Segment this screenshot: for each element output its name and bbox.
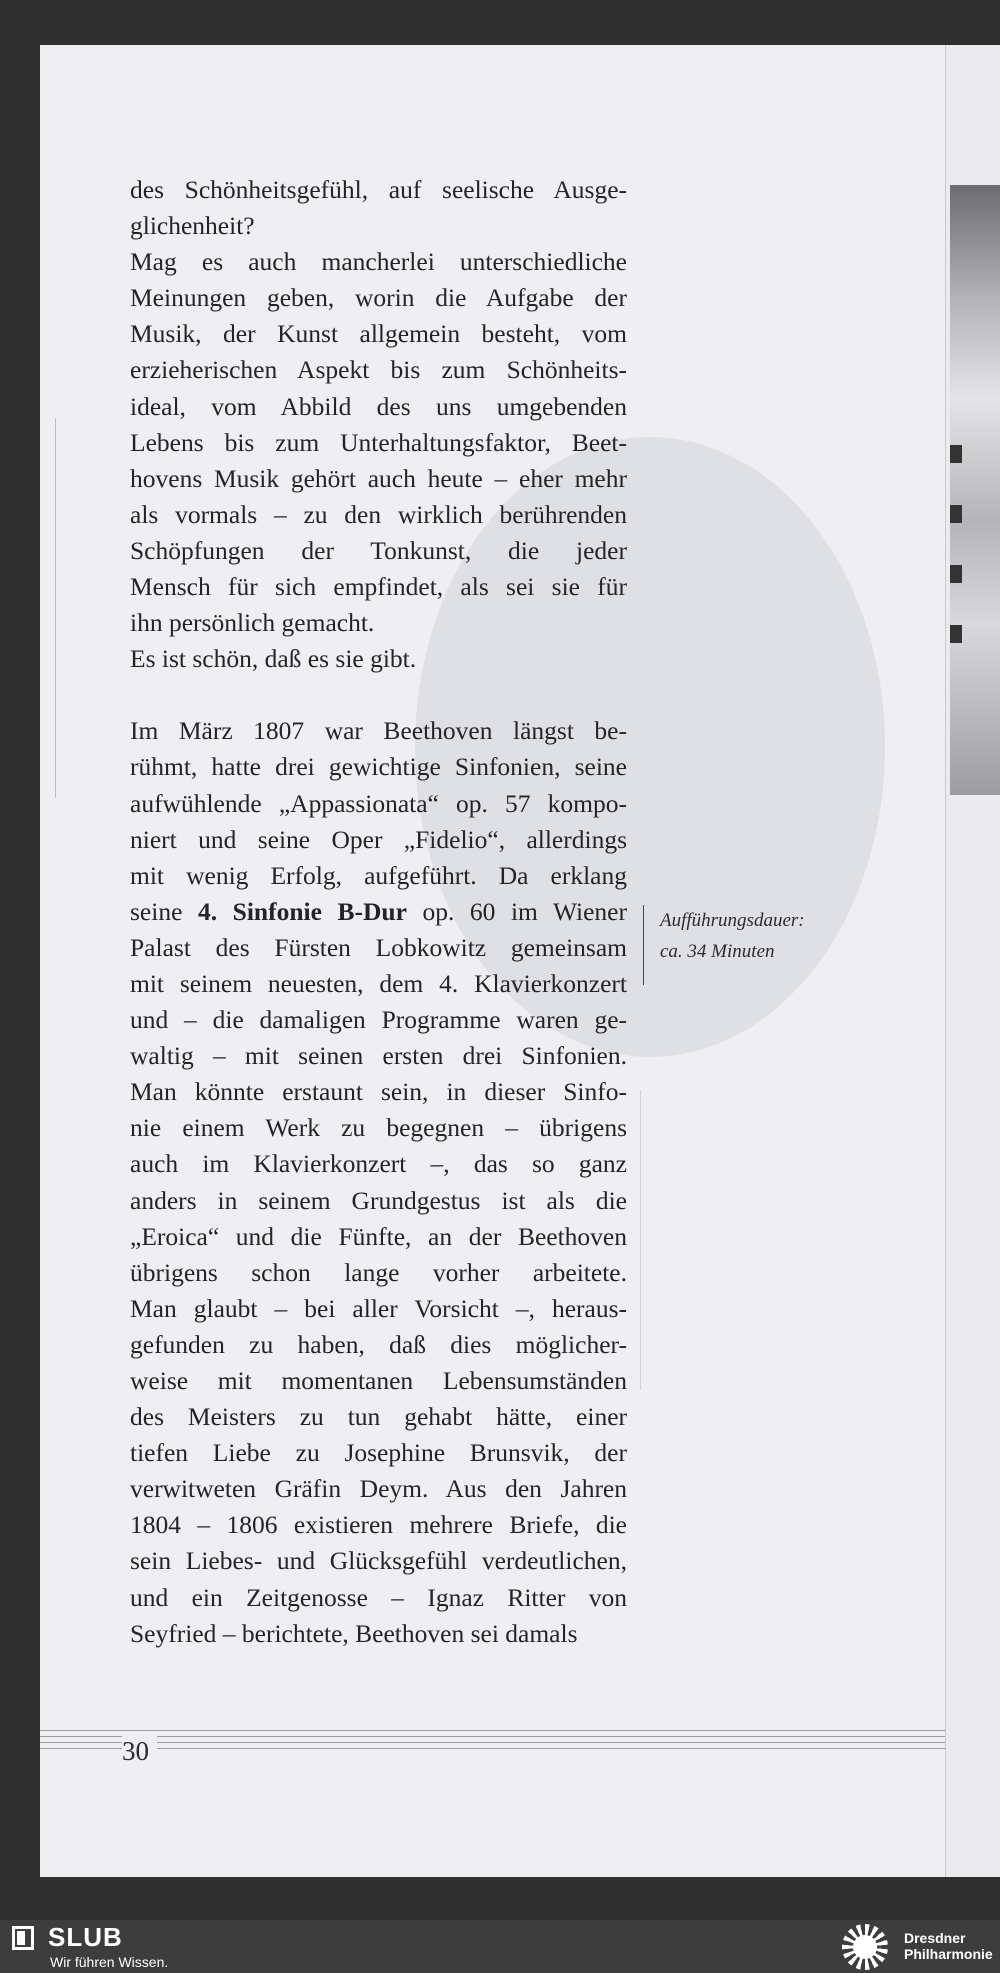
text-line: Mag es auch mancherlei unterschiedliche: [130, 247, 627, 277]
text-line: aufwühlende „Appassionata“ op. 57 kompo-: [130, 788, 627, 818]
work-title: 4. Sinfonie B-Dur: [197, 896, 407, 926]
text-line: Seyfried – berichtete, Beethoven sei damals: [130, 1618, 578, 1648]
body-text: [130, 172, 627, 1652]
text-line: mit wenig Erfolg, aufgeführt. Da erklang: [130, 860, 627, 890]
text-line: niert und seine Oper „Fidelio“, allerdings: [130, 824, 627, 854]
text-line: tiefen Liebe zu Josephine Brunsvik, der: [130, 1438, 627, 1468]
paragraph-1: [130, 172, 627, 677]
text-line-with-work-title: [130, 894, 627, 930]
text-line: Musik, der Kunst allgemein besteht, vom: [130, 319, 627, 349]
text-line: verwitweten Gräfin Deym. Aus den Jahren: [130, 1474, 627, 1504]
left-margin-rule: [55, 418, 56, 798]
performance-duration-note: [643, 905, 805, 985]
text-line: waltig – mit seinen ersten drei Sinfonien.: [130, 1041, 627, 1071]
duration-value: ca. 34 Minuten: [660, 941, 775, 962]
slub-logo-icon[interactable]: [12, 1926, 34, 1950]
text-line: nie einem Werk zu begegnen – übrigens: [130, 1113, 627, 1143]
text-line: Mensch für sich empfindet, als sei sie für: [130, 572, 627, 602]
text-line: rühmt, hatte drei gewichtige Sinfonien, seine: [130, 752, 627, 782]
text-line: des Meisters zu tun gehabt hätte, einer: [130, 1402, 627, 1432]
text-line: Lebens bis zum Unterhaltungsfaktor, Beet-: [130, 427, 627, 457]
text-line: Man glaubt – bei aller Vorsicht –, heraus-: [130, 1293, 627, 1323]
philharmonie-logo-text[interactable]: Dresdner Philharmonie: [904, 1930, 993, 1962]
text-line: übrigens schon lange vorher arbeitete.: [130, 1257, 627, 1287]
text-line: Schöpfungen der Tonkunst, die jeder: [130, 535, 627, 565]
text-line: Palast des Fürsten Lobkowitz gemeinsam: [130, 932, 627, 962]
text-line: des Schönheitsgefühl, auf seelische Ausge-: [130, 175, 627, 204]
text-line: 1804 – 1806 existieren mehrere Briefe, die: [130, 1510, 627, 1540]
text-line: auch im Klavierkonzert –, das so ganz: [130, 1149, 627, 1179]
footer-rules: [40, 1730, 945, 1754]
text-fragment: op. 60 im Wiener: [406, 896, 627, 926]
text-line: sein Liebes- und Glücksgefühl verdeutlichen,: [130, 1546, 627, 1576]
text-line: Meinungen geben, worin die Aufgabe der: [130, 283, 627, 313]
text-line: mit seinem neuesten, dem 4. Klavierkonzert: [130, 968, 627, 998]
bleed-through-rule: [640, 1090, 641, 1390]
text-line: und ein Zeitgenosse – Ignaz Ritter von: [130, 1582, 627, 1612]
adjacent-page-photo: [950, 185, 1000, 795]
text-line: Man könnte erstaunt sein, in dieser Sinfo-: [130, 1077, 627, 1107]
slub-logo-text[interactable]: SLUB: [48, 1922, 123, 1952]
text-fragment: seine: [130, 896, 198, 926]
text-line: weise mit momentanen Lebensumständen: [130, 1366, 627, 1395]
text-line: und – die damaligen Programme waren ge-: [130, 1005, 627, 1035]
paragraph-2: [130, 713, 627, 1651]
text-line: gefunden zu haben, daß dies möglicher-: [130, 1329, 627, 1359]
text-line: als vormals – zu den wirklich berührenden: [130, 499, 627, 529]
text-line: glichenheit?: [130, 211, 255, 241]
philharmonie-logo-icon[interactable]: [842, 1924, 888, 1970]
text-line: anders in seinem Grundgestus ist als die: [130, 1185, 627, 1215]
viewer-footer-bar: [0, 1920, 1000, 1973]
slub-tagline: Wir führen Wissen.: [50, 1954, 169, 1970]
page-number: 30: [122, 1736, 157, 1767]
text-line: Es ist schön, daß es sie gibt.: [130, 644, 417, 674]
text-line: hovens Musik gehört auch heute – eher mehr: [130, 463, 627, 493]
text-line: erzieherischen Aspekt bis zum Schönheits-: [130, 355, 627, 385]
text-line: Im März 1807 war Beethoven längst be-: [130, 716, 627, 746]
text-line: ihn persönlich gemacht.: [130, 608, 375, 638]
text-line: ideal, vom Abbild des uns umgebenden: [130, 391, 627, 421]
duration-label: Aufführungsdauer:: [660, 910, 805, 931]
text-line: „Eroica“ und die Fünfte, an der Beethoven: [130, 1221, 627, 1251]
